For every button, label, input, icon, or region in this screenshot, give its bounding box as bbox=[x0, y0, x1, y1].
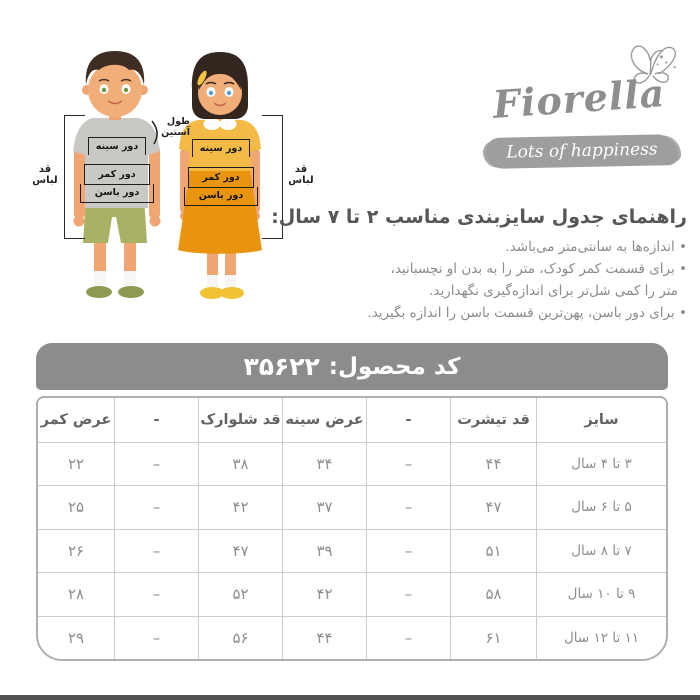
table-cell: ۴۴ bbox=[450, 442, 536, 486]
table-cell: ۴۲ bbox=[282, 572, 366, 616]
table-cell: – bbox=[366, 529, 450, 573]
guide-bullet: • برای قسمت کمر کودک، متر را به بدن او نچسبانید، bbox=[390, 260, 687, 277]
table-cell: ۷ تا ۸ سال bbox=[536, 529, 666, 573]
table-cell: ۳۴ bbox=[282, 442, 366, 486]
sleeve-length-line2: آستین bbox=[161, 126, 190, 138]
table-cell: – bbox=[114, 442, 198, 486]
header-size: سایز bbox=[536, 398, 666, 442]
table-cell: ۳ تا ۴ سال bbox=[536, 442, 666, 486]
table-cell: ۲۶ bbox=[38, 529, 114, 573]
boy-garment-length-bracket bbox=[64, 115, 85, 239]
brand-logo bbox=[478, 36, 680, 181]
boy-waist-label: دور کمر bbox=[84, 164, 150, 185]
table-cell: – bbox=[114, 485, 198, 529]
table-cell: ۱۱ تا ۱۲ سال bbox=[536, 616, 666, 660]
header-dash-2: - bbox=[114, 398, 198, 442]
size-guide-text bbox=[257, 206, 687, 324]
header-chest-width: عرض سینه bbox=[282, 398, 366, 442]
table-cell: – bbox=[366, 572, 450, 616]
size-table bbox=[36, 396, 668, 661]
table-cell: ۲۲ bbox=[38, 442, 114, 486]
size-guide-heading: راهنمای جدول سایزبندی مناسب ۲ تا ۷ سال: bbox=[271, 206, 687, 228]
table-cell: ۴۴ bbox=[282, 616, 366, 660]
table-cell: ۵ تا ۶ سال bbox=[536, 485, 666, 529]
guide-bullet: • برای دور باسن، پهن‌ترین قسمت باسن را اندازه بگیرید. bbox=[367, 304, 687, 321]
table-cell: ۴۷ bbox=[198, 529, 282, 573]
table-cell: ۵۲ bbox=[198, 572, 282, 616]
table-cell: ۲۵ bbox=[38, 485, 114, 529]
table-cell: – bbox=[114, 529, 198, 573]
table-cell: – bbox=[114, 572, 198, 616]
table-cell: ۵۱ bbox=[450, 529, 536, 573]
header-waist-width: عرض کمر bbox=[40, 411, 112, 428]
boy-hip-label: دور باسن bbox=[80, 184, 154, 203]
product-code-label: کد محصول: bbox=[328, 353, 461, 380]
table-cell: ۴۲ bbox=[198, 485, 282, 529]
table-cell: – bbox=[366, 485, 450, 529]
sleeve-length-label bbox=[156, 117, 190, 139]
bottom-edge-line bbox=[0, 695, 700, 700]
product-code-bar bbox=[36, 343, 668, 390]
header-tshirt-length: قد تیشرت bbox=[450, 398, 536, 442]
header-dash-1: - bbox=[366, 398, 450, 442]
table-cell: ۳۸ bbox=[198, 442, 282, 486]
brand-name: Fiorella bbox=[491, 70, 667, 127]
guide-bullet-continuation: متر را کمی شل‌تر برای اندازه‌گیری نگهدارید. bbox=[429, 282, 678, 299]
size-guide-bullets bbox=[257, 237, 687, 324]
girl-waist-label: دور کمر bbox=[188, 167, 254, 188]
table-cell: ۳۷ bbox=[282, 485, 366, 529]
girl-chest-label: دور سینه bbox=[192, 139, 250, 157]
table-cell: ۶۱ bbox=[450, 616, 536, 660]
sleeve-length-line1: طول bbox=[166, 116, 190, 127]
table-cell: ۹ تا ۱۰ سال bbox=[536, 572, 666, 616]
product-code-value: ۳۵۶۲۲ bbox=[243, 352, 320, 381]
brand-tagline: Lots of happiness bbox=[486, 134, 679, 169]
table-cell: – bbox=[366, 616, 450, 660]
table-cell: ۵۶ bbox=[198, 616, 282, 660]
table-cell: ۴۷ bbox=[450, 485, 536, 529]
table-cell: – bbox=[366, 442, 450, 486]
guide-bullet: • اندازه‌ها به سانتی‌متر می‌باشد. bbox=[505, 239, 687, 255]
girl-garment-length-label: قد لباس bbox=[288, 164, 314, 186]
table-cell: ۲۸ bbox=[38, 572, 114, 616]
table-cell: ۲۹ bbox=[38, 616, 114, 660]
table-cell: ۵۸ bbox=[450, 572, 536, 616]
header-shorts-length: قد شلوارک bbox=[198, 398, 282, 442]
table-cell: – bbox=[114, 616, 198, 660]
girl-hip-label: دور باسن bbox=[184, 187, 258, 206]
table-cell: ۳۹ bbox=[282, 529, 366, 573]
boy-garment-length-label: قد لباس bbox=[32, 164, 58, 186]
boy-chest-label: دور سینه bbox=[88, 137, 146, 155]
